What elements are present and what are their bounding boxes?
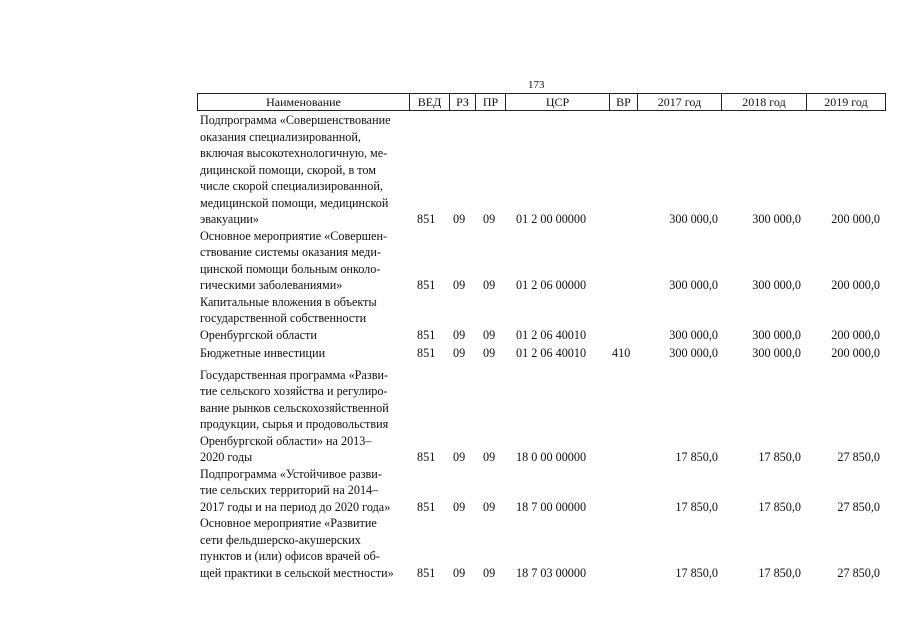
row-name: Основное мероприятие «Совершен- ствование системы оказания меди- цинской помощи больным онколо- гическими заболеваниями» [200,228,388,292]
row-name: Капитальные вложения в объекты государственной собственности Оренбургской области [200,294,377,342]
table-body [200,112,890,581]
header-csr: ЦСР [506,94,610,110]
row-csr: 01 2 06 40010 [516,346,587,360]
row-ved: 851 [417,212,436,226]
row-rz: 09 [453,346,466,360]
row-vr: 410 [612,346,631,360]
row-2018: 17 850,0 [758,450,801,464]
row-csr: 18 7 00 00000 [516,499,587,514]
page-number: 173 [528,79,545,91]
row-2019: 27 850,0 [837,450,880,464]
row-2019: 200 000,0 [831,278,880,292]
row-csr: 18 7 03 00000 [516,565,587,580]
table-row [200,294,890,344]
header-2018: 2018 год [722,94,807,110]
table-row [200,112,890,228]
row-2018: 17 850,0 [758,499,801,514]
row-ved: 851 [417,278,436,292]
row-csr: 01 2 00 00000 [516,212,587,226]
table-row [200,228,890,294]
row-2018: 300 000,0 [752,346,801,360]
row-csr: 18 0 00 00000 [516,450,587,464]
row-csr: 01 2 06 00000 [516,278,587,292]
row-2019: 27 850,0 [837,499,880,514]
row-ved: 851 [417,565,436,580]
row-2018: 300 000,0 [752,327,801,342]
row-2018: 300 000,0 [752,212,801,226]
row-2017: 17 850,0 [675,499,718,514]
header-2017: 2017 год [638,94,722,110]
table-row [200,515,890,581]
row-2019: 27 850,0 [837,565,880,580]
header-vr: ВР [610,94,638,110]
row-pr: 09 [483,278,496,292]
header-ved: ВЕД [410,94,450,110]
row-rz: 09 [453,499,466,514]
row-pr: 09 [483,212,496,226]
row-rz: 09 [453,327,466,342]
row-2019: 200 000,0 [831,346,880,360]
row-csr: 01 2 06 40010 [516,327,587,342]
row-2019: 200 000,0 [831,327,880,342]
table-row [200,345,890,362]
row-rz: 09 [453,212,466,226]
row-2018: 300 000,0 [752,278,801,292]
row-ved: 851 [417,346,436,360]
header-2019: 2019 год [824,94,868,109]
row-rz: 09 [453,278,466,292]
row-pr: 09 [483,499,496,514]
table-header [197,93,886,111]
row-pr: 09 [483,346,496,360]
row-ved: 851 [417,450,436,464]
row-name: Бюджетные инвестиции [200,346,326,360]
row-rz: 09 [453,450,466,464]
row-2017: 17 850,0 [675,450,718,464]
row-2017: 300 000,0 [669,346,718,360]
row-2017: 300 000,0 [669,327,718,342]
row-name: Государственная программа «Разви- тие сельского хозяйства и регулиро- вание рынков сельскохозяйственной продукции, сырья и продовольствия Оренбургской области» на 2013– 2020 годы [200,367,389,464]
row-2018: 17 850,0 [758,565,801,580]
row-name: Подпрограмма «Совершенствование оказания специализированной, включая высокотехнологичную, ме- дицинской помощи, скорой, в том числе скорой специализированной, медицинской помощи, медицинской эвакуации» [200,113,391,226]
row-ved: 851 [417,327,436,342]
table-row [200,466,890,516]
header-rz: РЗ [450,94,476,110]
row-name: Основное мероприятие «Развитие сети фельдшерско-акушерских пунктов и (или) офисов врачей об- щей практики в сельской местности» [200,516,394,580]
row-pr: 09 [483,565,496,580]
header-name: Наименование [198,94,410,110]
row-ved: 851 [417,499,436,514]
row-2017: 300 000,0 [669,278,718,292]
table-row [200,367,890,466]
row-2019: 200 000,0 [831,212,880,226]
row-rz: 09 [453,565,466,580]
row-2017: 17 850,0 [675,565,718,580]
row-name: Подпрограмма «Устойчивое разви- тие сельских территорий на 2014– 2017 годы и на период до 2020 года» [200,466,391,514]
row-2017: 300 000,0 [669,212,718,226]
row-pr: 09 [483,327,496,342]
row-pr: 09 [483,450,496,464]
header-pr: ПР [476,94,506,110]
